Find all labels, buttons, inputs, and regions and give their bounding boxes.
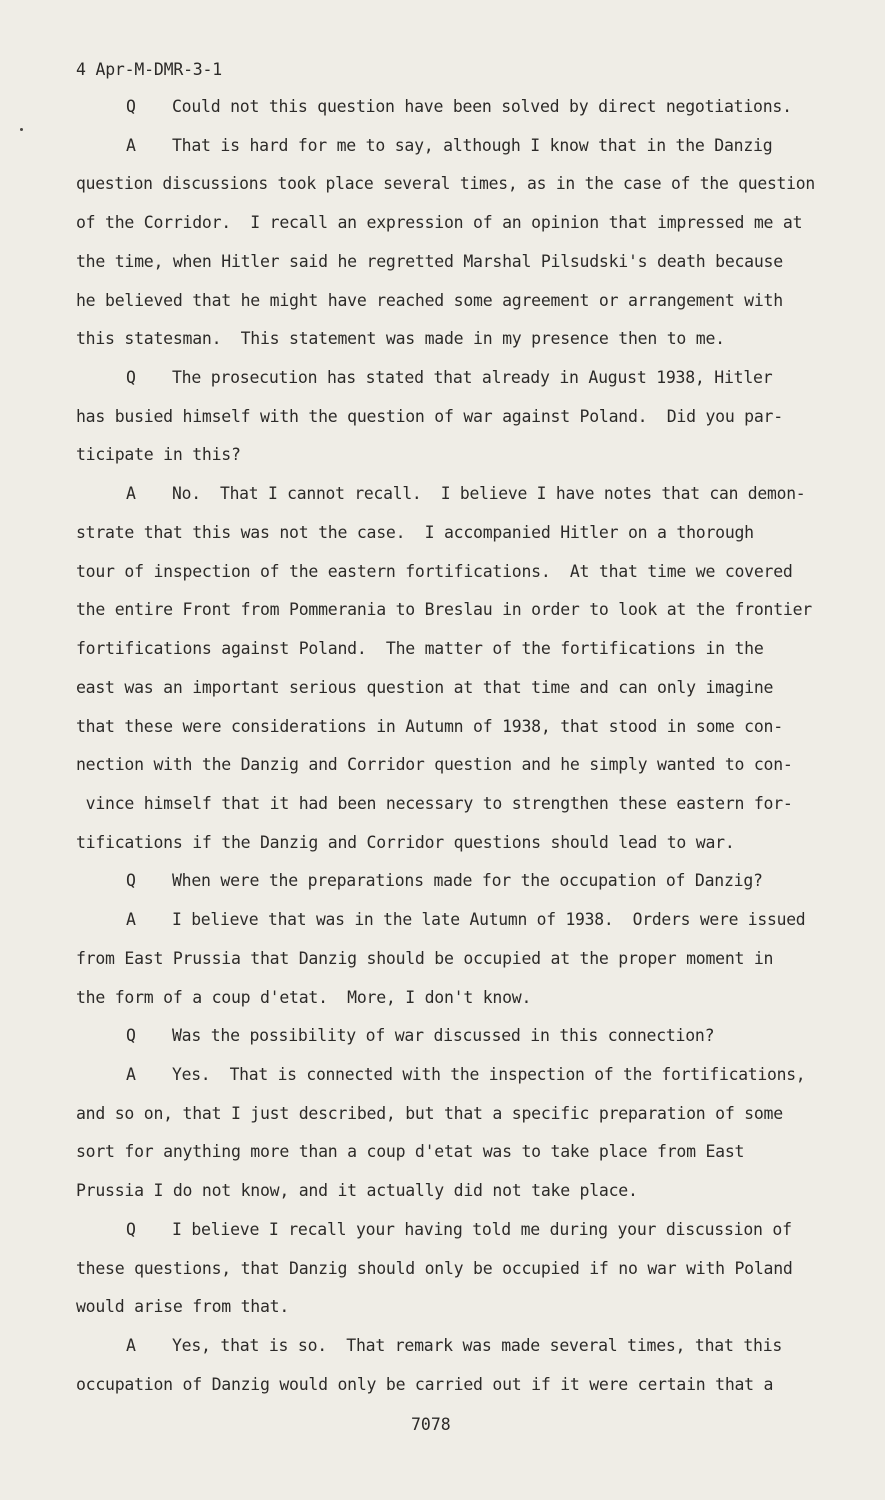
text-line: of the Corridor. I recall an expression of an opinion that impressed me at — [76, 213, 803, 233]
speaker-label: Q — [126, 1026, 136, 1046]
text-line: That is hard for me to say, although I know that in the Danzig — [172, 135, 773, 155]
text-line: The prosecution has stated that already in August 1938, Hitler — [172, 368, 773, 388]
text-line: that these were considerations in Autumn of 1938, that stood in some con- — [76, 716, 783, 736]
text-line: vince himself that it had been necessary to strengthen these eastern for- — [76, 793, 793, 813]
text-line: tour of inspection of the eastern fortifications. At that time we covered — [76, 561, 793, 581]
text-line: Yes, that is so. That remark was made several times, that this — [172, 1336, 783, 1356]
text-line: question discussions took place several times, as in the case of the question — [76, 174, 815, 194]
speaker-label: A — [126, 910, 136, 930]
text-line: the entire Front from Pommerania to Breslau in order to look at the frontier — [76, 600, 812, 620]
page-header: 4 Apr-M-DMR-3-1 — [76, 60, 223, 79]
text-line: the time, when Hitler said he regretted Marshal Pilsudski's death because — [76, 251, 783, 271]
speaker-label: A — [126, 135, 136, 155]
speaker-label: A — [126, 1065, 136, 1084]
text-line: Was the possibility of war discussed in this connection? — [172, 1026, 715, 1046]
text-line: from East Prussia that Danzig should be occupied at the proper moment in — [76, 948, 774, 968]
speaker-label: Q — [126, 1219, 136, 1239]
text-line: I believe I recall your having told me during your discussion of — [172, 1219, 792, 1239]
text-line: I believe that was in the late Autumn of 1938. Orders were issued — [172, 910, 806, 930]
text-line: Yes. That is connected with the inspection of the fortifications, — [172, 1065, 806, 1084]
margin-mark — [20, 128, 23, 131]
speaker-label: A — [126, 1336, 136, 1356]
text-line: he believed that he might have reached some agreement or arrangement with — [76, 290, 783, 310]
text-line: sort for anything more than a coup d'etat was to take place from East — [76, 1142, 745, 1162]
text-line: fortifications against Poland. The matter of the fortifications in the — [76, 639, 764, 659]
text-line: east was an important serious question at that time and can only imagine — [76, 677, 774, 697]
text-line: strate that this was not the case. I accompanied Hitler on a thorough — [76, 522, 754, 542]
text-line: this statesman. This statement was made in my presence then to me. — [76, 329, 725, 349]
text-line: nection with the Danzig and Corridor question and he simply wanted to con- — [76, 755, 793, 775]
speaker-label: Q — [126, 871, 136, 891]
text-line: the form of a coup d'etat. More, I don't know. — [76, 987, 532, 1007]
speaker-label: A — [126, 484, 136, 504]
text-line: Could not this question have been solved by direct negotiations. — [172, 97, 792, 116]
page-number: 7078 — [411, 1415, 451, 1434]
text-line: has busied himself with the question of war against Poland. Did you par- — [76, 406, 783, 426]
text-line: tifications if the Danzig and Corridor questions should lead to war. — [76, 832, 735, 852]
text-line: When were the preparations made for the occupation of Danzig? — [172, 871, 763, 891]
speaker-label: Q — [126, 368, 136, 388]
text-line: Prussia I do not know, and it actually did not take place. — [76, 1181, 638, 1201]
text-line: occupation of Danzig would only be carried out if it were certain that a — [76, 1374, 774, 1394]
speaker-label: Q — [126, 97, 136, 116]
text-line: No. That I cannot recall. I believe I have notes that can demon- — [172, 484, 806, 504]
text-line: would arise from that. — [76, 1297, 290, 1317]
text-line: these questions, that Danzig should only be occupied if no war with Poland — [76, 1258, 793, 1278]
text-line: and so on, that I just described, but that a specific preparation of some — [76, 1103, 783, 1123]
text-line: ticipate in this? — [76, 445, 241, 465]
